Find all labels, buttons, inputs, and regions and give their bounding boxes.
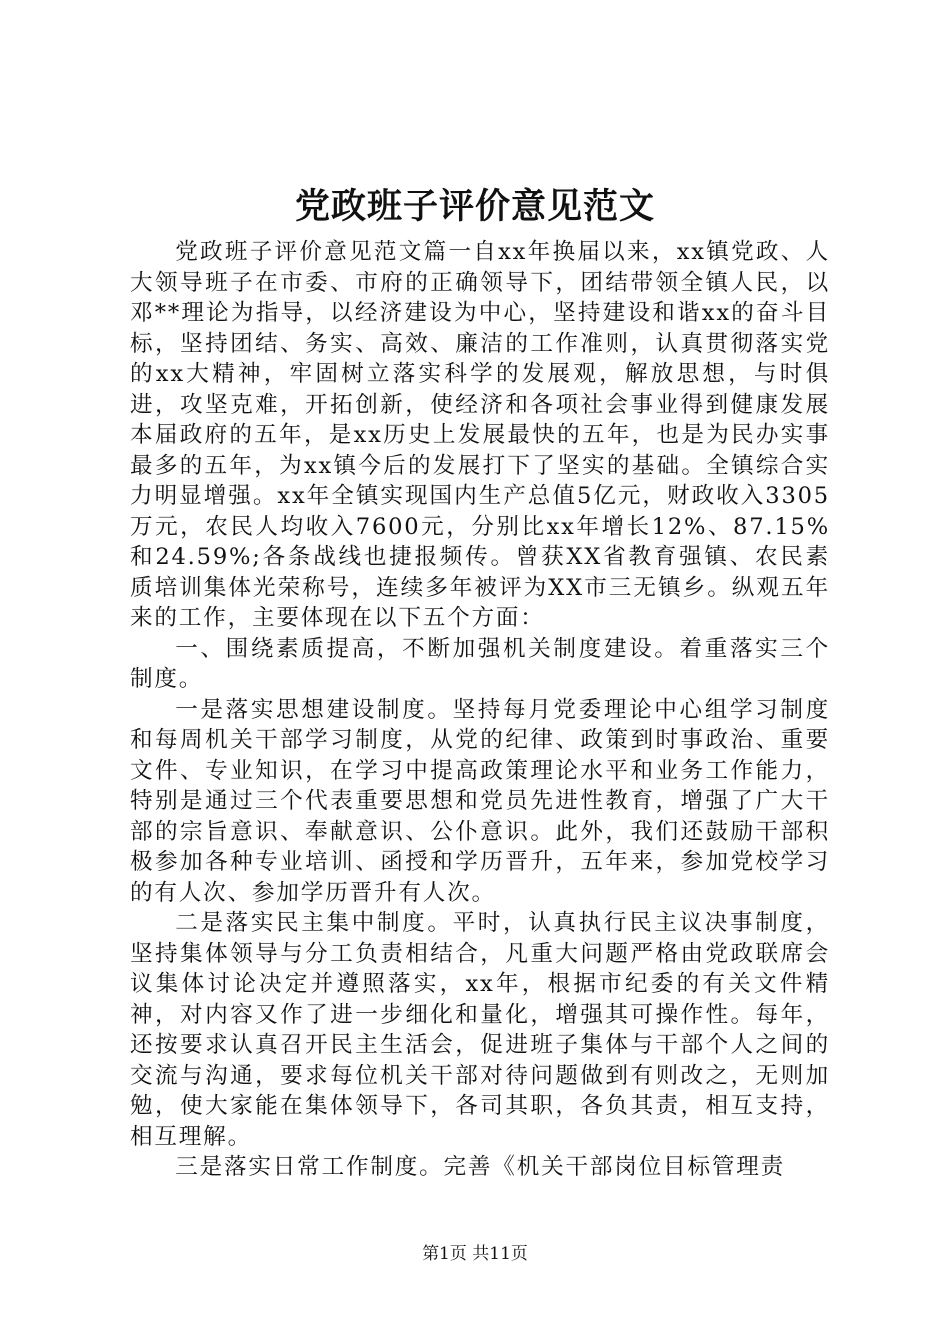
paragraph-section-one: 一、围绕素质提高，不断加强机关制度建设。着重落实三个制度。 xyxy=(130,635,830,692)
paragraph-item-three: 三是落实日常工作制度。完善《机关干部岗位目标管理责 xyxy=(175,1154,786,1180)
page-number: 第1页 共11页 xyxy=(422,1244,528,1264)
paragraph-item-one: 一是落实思想建设制度。坚持每月党委理论中心组学习制度和每周机关干部学习制度，从党的纪律、政策到时事政治、重要文件、专业知识，在学习中提高政策理论水平和业务工作能力，特别是通过三个代表重要思想和党员先进性教育，增强了广大干部的宗旨意识、奉献意识、公仆意识。此外，我们还鼓励干部积极参加各种专业培训、函授和学历晋升，五年来，参加党校学习的有人次、参加学历晋升有人次。 xyxy=(130,696,830,906)
document-body xyxy=(130,237,830,1183)
paragraph-item-two: 二是落实民主集中制度。平时，认真执行民主议决事制度，坚持集体领导与分工负责相结合，凡重大问题严格由党政联席会议集体讨论决定并遵照落实，xx年，根据市纪委的有关文件精神，对内容又作了进一步细化和量化，增强其可操作性。每年，还按要求认真召开民主生活会，促进班子集体与干部个人之间的交流与沟通，要求每位机关干部对待问题做到有则改之，无则加勉，使大家能在集体领导下，各司其职，各负其责，相互支持，相互理解。 xyxy=(130,910,830,1150)
document-title: 党政班子评价意见范文 xyxy=(294,186,655,227)
paragraph-intro: 党政班子评价意见范文篇一自xx年换届以来，xx镇党政、人大领导班子在市委、市府的正确领导下，团结带领全镇人民，以邓**理论为指导，以经济建设为中心，坚持建设和谐xx的奋斗目标，坚持团结、务实、高效、廉洁的工作准则，认真贯彻落实党的xx大精神，牢固树立落实科学的发展观，解放思想，与时俱进，攻坚克难，开拓创新，使经济和各项社会事业得到健康发展本届政府的五年，是xx历史上发展最快的五年，也是为民办实事最多的五年，为xx镇今后的发展打下了坚实的基础。全镇综合实力明显增强。xx年全镇实现国内生产总值5亿元，财政收入3305万元，农民人均收入7600元，分别比xx年增长12%、87.15%和24.59%;各条战线也捷报频传。曾获XX省教育强镇、农民素质培训集体光荣称号，连续多年被评为XX市三无镇乡。纵观五年来的工作，主要体现在以下五个方面： xyxy=(130,239,830,631)
